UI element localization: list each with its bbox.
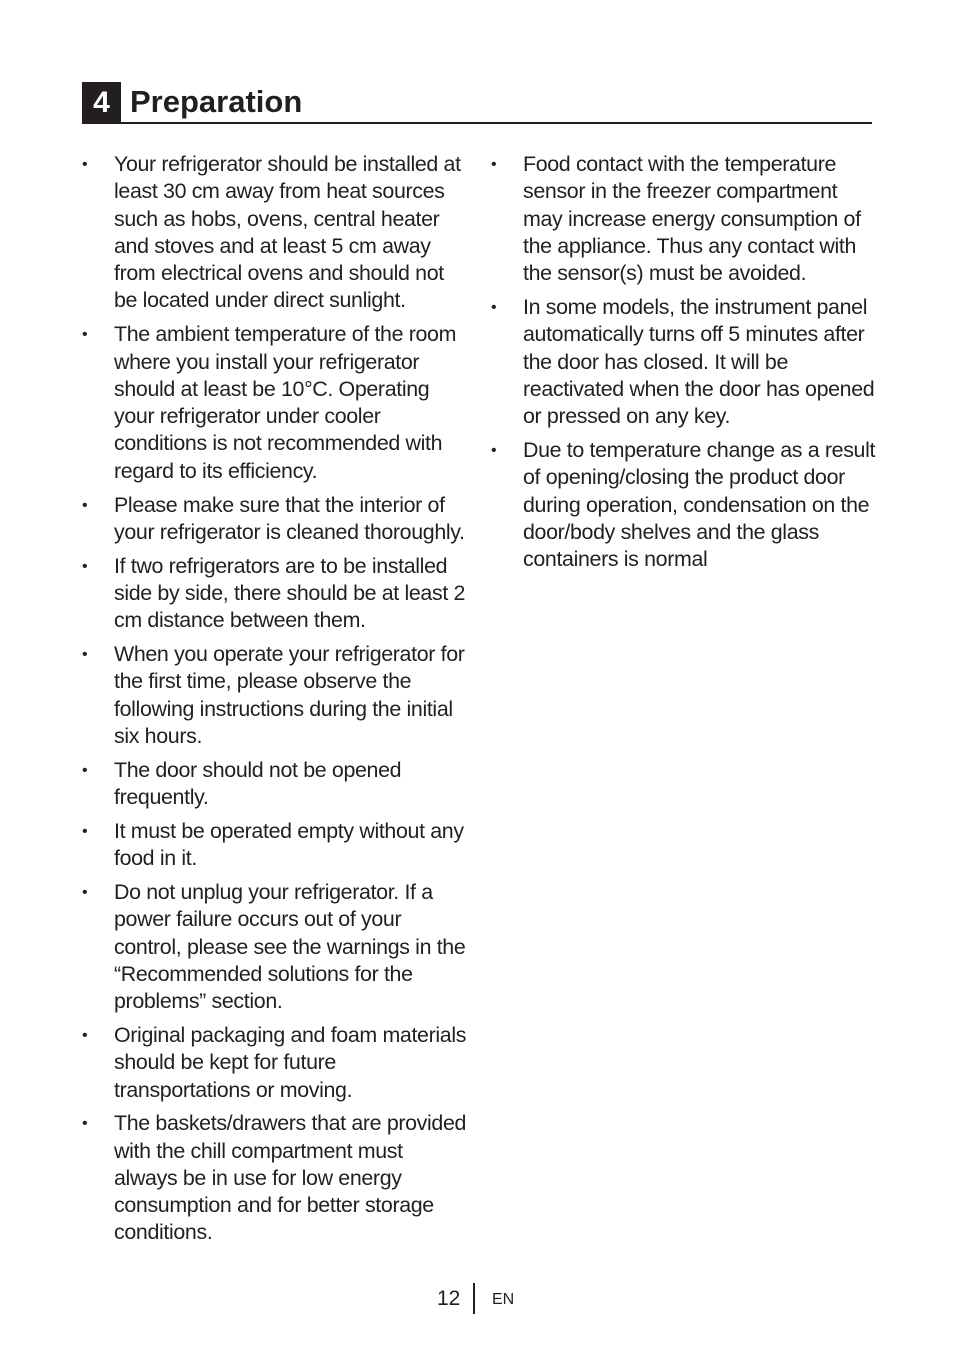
- page-footer: [0, 1283, 954, 1315]
- bullet-icon: •: [82, 156, 88, 173]
- page-number: 12: [437, 1287, 461, 1310]
- list-item: [82, 1110, 467, 1246]
- section-number-badge: 4: [82, 82, 121, 123]
- bullet-icon: •: [82, 883, 88, 901]
- bullet-icon: •: [82, 496, 88, 514]
- list-item: [82, 757, 467, 812]
- list-item-text: If two refrigerators are to be installed side by side, there should be at least 2 cm distance between them.: [114, 553, 466, 633]
- bullet-icon: •: [82, 761, 88, 779]
- language-code: EN: [492, 1291, 515, 1308]
- list-item: [82, 818, 467, 873]
- bullet-icon: •: [491, 298, 497, 316]
- list-item-text: Due to temperature change as a result of opening/closing the product door during operation, condensation on the door/body shelves and the glass containers is normal: [523, 437, 876, 572]
- list-item-text: Do not unplug your refrigerator. If a power failure occurs out of your control, please see the warnings in the “Recommended solutions for the problems” section.: [114, 879, 466, 1014]
- list-item: [82, 879, 467, 1015]
- bullet-icon: •: [82, 1115, 88, 1133]
- list-item: [82, 553, 467, 635]
- page-title: Preparation: [130, 84, 303, 119]
- list-item: [82, 1022, 467, 1104]
- list-item: [491, 294, 876, 430]
- list-item-text: When you operate your refrigerator for the first time, please observe the following instructions during the initial six hours.: [114, 642, 465, 748]
- list-item: [82, 641, 467, 750]
- bullet-icon: •: [491, 156, 497, 173]
- bullet-icon: •: [491, 441, 497, 459]
- list-item-text: Food contact with the temperature sensor in the freezer compartment may increase energy consumption of the appliance. Thus any contact with the sensor(s) must be avoided.: [523, 152, 861, 286]
- left-column-list: [82, 151, 467, 1253]
- list-item-text: The door should not be opened frequently.: [114, 757, 402, 810]
- bullet-icon: •: [82, 1026, 88, 1044]
- section-header: [82, 82, 872, 124]
- footer-divider: [473, 1283, 475, 1314]
- list-item-text: The baskets/drawers that are provided with the chill compartment must always be in use for low energy consumption and for better storage conditions.: [114, 1111, 467, 1245]
- list-item-text: The ambient temperature of the room where you install your refrigerator should at least be 10°C. Operating your refrigerator under cooler conditions is not recommended with regard to its efficiency.: [114, 322, 457, 483]
- list-item: [491, 437, 876, 573]
- bullet-icon: •: [82, 326, 88, 344]
- list-item-text: Please make sure that the interior of your refrigerator is cleaned thoroughly.: [114, 492, 465, 544]
- list-item-text: Your refrigerator should be installed at least 30 cm away from heat sources such as hobs, ovens, central heater and stoves and at least 5 cm away from electrical ovens and should not be located under direct sunlight.: [114, 152, 461, 313]
- list-item-text: Original packaging and foam materials should be kept for future transportations or moving.: [114, 1022, 467, 1102]
- list-item: [82, 151, 467, 315]
- bullet-icon: •: [82, 557, 88, 575]
- bullet-icon: •: [82, 646, 88, 664]
- list-item: [82, 492, 467, 547]
- list-item: [491, 151, 876, 287]
- right-column-list: [491, 151, 876, 580]
- list-item-text: It must be operated empty without any food in it.: [114, 818, 464, 871]
- bullet-icon: •: [82, 822, 88, 840]
- list-item: [82, 321, 467, 485]
- list-item-text: In some models, the instrument panel automatically turns off 5 minutes after the door has closed. It will be reactivated when the door has opened or pressed on any key.: [523, 294, 875, 429]
